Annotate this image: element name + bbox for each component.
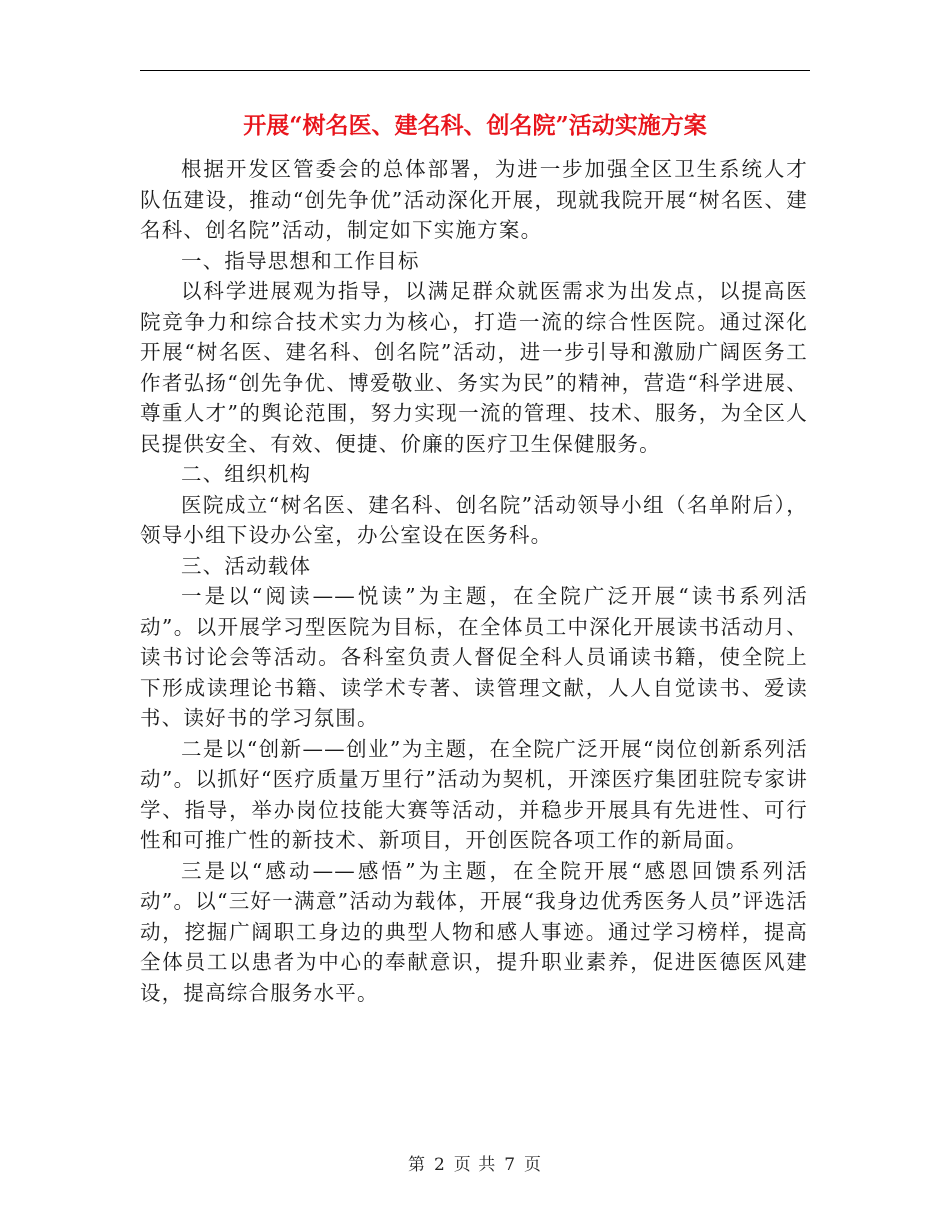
paragraph-activity-gratitude: 三是以“感动——感悟”为主题，在全院开展“感恩回馈系列活动”。以“三好一满意”活动为载体，开展“我身边优秀医务人员”评选活动，挖掘广阔职工身边的典型人物和感人事迹。通过学习榜样，提高全体员工以患者为中心的奉献意识，提升职业素养，促进医德医风建设，提高综合服务水平。 — [140, 858, 808, 1005]
page-suffix: 页 — [524, 1155, 543, 1175]
section-heading-2: 二、组织机构 — [181, 462, 312, 486]
paragraph-activity-reading: 一是以“阅读——悦读”为主题，在全院广泛开展“读书系列活动”。以开展学习型医院为目标，在全体员工中深化开展读书活动月、读书讨论会等活动。各科室负责人督促全科人员诵读书籍，使全院上下形成读理论书籍、读学术专著、读管理文献，人人自觉读书、爱读书、读好书的学习氛围。 — [140, 584, 808, 730]
section-heading-1: 一、指导思想和工作目标 — [181, 248, 420, 273]
paragraph-guiding-thought: 以科学进展观为指导，以满足群众就医需求为出发点，以提高医院竞争力和综合技术实力为核心，打造一流的综合性医院。通过深化开展“树名医、建名科、创名院”活动，进一步引导和激励广阔医务工作者弘扬“创先争优、博爱敬业、务实为民”的精神，营造“科学进展、尊重人才”的舆论范围，努力实现一流的管理、技术、服务，为全区人民提供安全、有效、便捷、价廉的医疗卫生保健服务。 — [140, 279, 808, 456]
paragraph-activity-innovation: 二是以“创新——创业”为主题，在全院广泛开展“岗位创新系列活动”。以抓好“医疗质量万里行”活动为契机，开滦医疗集团驻院专家讲学、指导，举办岗位技能大赛等活动，并稳步开展具有先进性、可行性和可推广性的新技术、新项目，开创医院各项工作的新局面。 — [140, 736, 808, 852]
page-current: 2 — [433, 1155, 446, 1175]
page-prefix: 第 — [407, 1155, 426, 1175]
paragraph-organization: 医院成立“树名医、建名科、创名院”活动领导小组（名单附后），领导小组下设办公室，办公室设在医务科。 — [140, 492, 808, 547]
header-rule — [140, 70, 810, 71]
document-title: 开展“树名医、建名科、创名院”活动实施方案 — [243, 112, 707, 139]
paragraph-intro: 根据开发区管委会的总体部署，为进一步加强全区卫生系统人才队伍建设，推动“创先争优”活动深化开展，现就我院开展“树名医、建名科、创名院”活动，制定如下实施方案。 — [140, 157, 808, 242]
section-heading-3: 三、活动载体 — [181, 553, 312, 578]
page-middle: 页 共 — [453, 1155, 497, 1175]
document-body — [140, 154, 808, 1008]
page-total: 7 — [504, 1155, 517, 1175]
page-number-footer — [0, 1150, 950, 1175]
